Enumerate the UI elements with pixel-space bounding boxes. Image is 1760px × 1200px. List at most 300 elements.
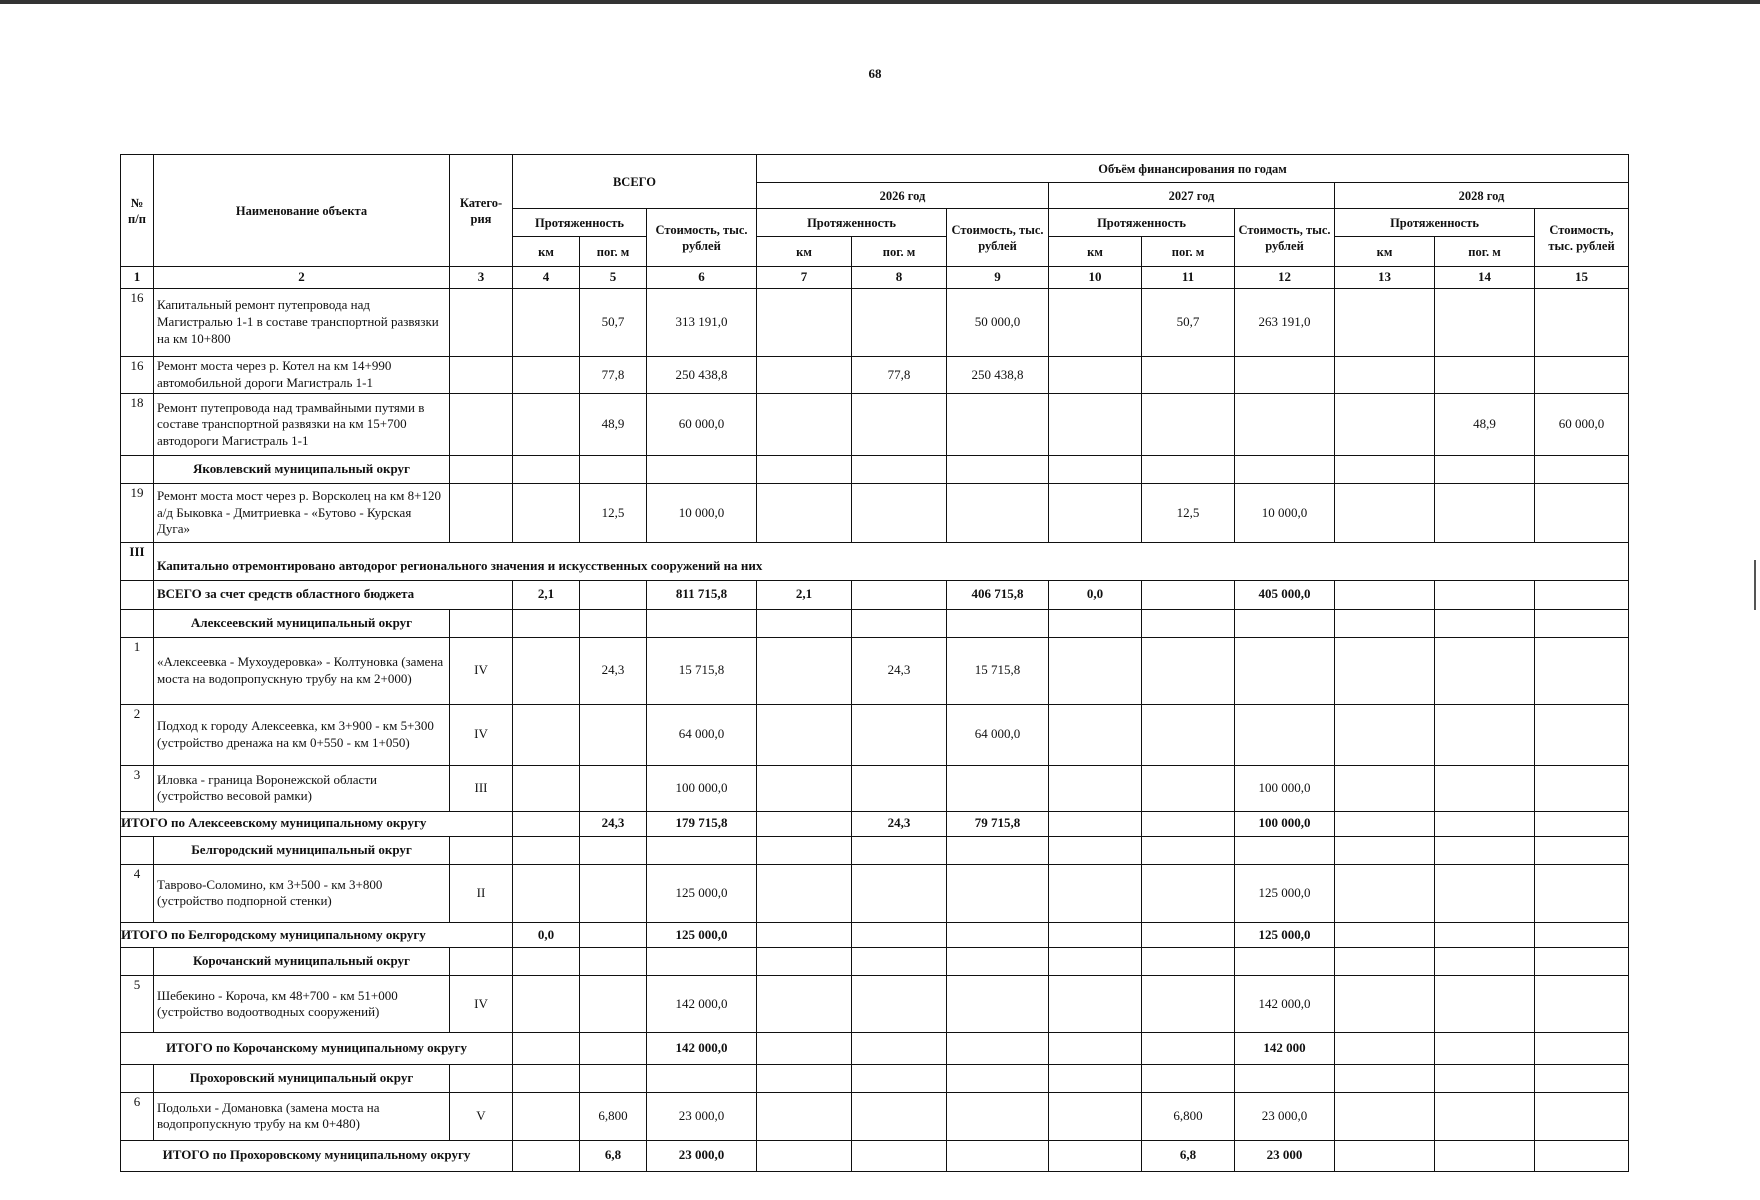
district-subtotal-label: ИТОГО по Корочанскому муниципальному округу — [121, 1033, 513, 1064]
subtotal-c8 — [852, 1140, 947, 1171]
cell-c10 — [1049, 289, 1142, 357]
cell-c13 — [1335, 1092, 1435, 1140]
cell-c15 — [1535, 483, 1629, 542]
table-row-subtotal — [121, 923, 1629, 948]
cell-c6 — [647, 948, 757, 976]
cell-c12: 263 191,0 — [1235, 289, 1335, 357]
cell-c13 — [1335, 704, 1435, 765]
row-number — [121, 580, 154, 609]
cell-c8 — [852, 483, 947, 542]
subtotal-c10 — [1049, 811, 1142, 836]
row-number: 5 — [121, 976, 154, 1033]
cell-c6 — [647, 836, 757, 864]
table-row-subtotal-center — [121, 1033, 1629, 1064]
column-number: 1 — [121, 267, 154, 289]
object-name: Ремонт моста через р. Котел на км 14+990 автомобильной дороги Магистраль 1-1 — [154, 356, 450, 394]
object-name: Таврово-Соломино, км 3+500 - км 3+800 (устройство подпорной стенки) — [154, 864, 450, 922]
road-category — [450, 1064, 513, 1092]
road-category: V — [450, 1092, 513, 1140]
cell-c10 — [1049, 704, 1142, 765]
cell-c4 — [513, 483, 580, 542]
subtotal-c11 — [1142, 923, 1235, 948]
cell-c5 — [580, 948, 647, 976]
cell-c12: 23 000,0 — [1235, 1092, 1335, 1140]
subtotal-c10 — [1049, 1033, 1142, 1064]
cell-c11 — [1142, 356, 1235, 394]
table-row-total-budget — [121, 580, 1629, 609]
row-number: 16 — [121, 356, 154, 394]
table-row-item — [121, 864, 1629, 922]
cell-c5 — [580, 455, 647, 483]
cell-c4 — [513, 948, 580, 976]
cell-c11 — [1142, 864, 1235, 922]
header-length-2028: Протяженность — [1335, 209, 1535, 237]
district-subtotal-label: ИТОГО по Прохоровскому муниципальному округу — [121, 1140, 513, 1171]
cell-c13 — [1335, 455, 1435, 483]
scan-top-edge — [0, 0, 1760, 4]
cell-c13 — [1335, 836, 1435, 864]
table-row-item — [121, 289, 1629, 357]
cell-c12 — [1235, 836, 1335, 864]
cell-c8: 24,3 — [852, 637, 947, 704]
cell-c14 — [1435, 1064, 1535, 1092]
cell-c8 — [852, 948, 947, 976]
subtotal-c13 — [1335, 923, 1435, 948]
cell-c15 — [1535, 948, 1629, 976]
cell-c9: 50 000,0 — [947, 289, 1049, 357]
total-c11 — [1142, 580, 1235, 609]
district-title: Корочанский муниципальный округ — [154, 948, 450, 976]
row-number: 19 — [121, 483, 154, 542]
cell-c15 — [1535, 864, 1629, 922]
cell-c14 — [1435, 483, 1535, 542]
subtotal-c6: 125 000,0 — [647, 923, 757, 948]
total-budget-label: ВСЕГО за счет средств областного бюджета — [154, 580, 513, 609]
cell-c13 — [1335, 356, 1435, 394]
cell-c9 — [947, 483, 1049, 542]
subtotal-c15 — [1535, 923, 1629, 948]
row-number — [121, 836, 154, 864]
table-row-district — [121, 609, 1629, 637]
cell-c6: 10 000,0 — [647, 483, 757, 542]
cell-c9 — [947, 455, 1049, 483]
table-row-section — [121, 543, 1629, 580]
subtotal-c4: 0,0 — [513, 923, 580, 948]
object-name: Капитальный ремонт путепровода над Магистралью 1-1 в составе транспортной развязки на км 10+800 — [154, 289, 450, 357]
table-row-subtotal-center — [121, 1140, 1629, 1171]
cell-c5 — [580, 976, 647, 1033]
subtotal-c7 — [757, 923, 852, 948]
subtotal-c9 — [947, 923, 1049, 948]
cell-c15 — [1535, 765, 1629, 811]
cell-c11 — [1142, 637, 1235, 704]
column-number: 4 — [513, 267, 580, 289]
cell-c8: 77,8 — [852, 356, 947, 394]
cell-c7 — [757, 609, 852, 637]
table-row-item — [121, 765, 1629, 811]
cell-c8 — [852, 864, 947, 922]
subtotal-c9 — [947, 1140, 1049, 1171]
header-length-2026: Протяженность — [757, 209, 947, 237]
cell-c15 — [1535, 836, 1629, 864]
row-number: 4 — [121, 864, 154, 922]
subtotal-c8: 24,3 — [852, 811, 947, 836]
cell-c9 — [947, 765, 1049, 811]
cell-c14 — [1435, 455, 1535, 483]
cell-c12 — [1235, 1064, 1335, 1092]
cell-c4 — [513, 976, 580, 1033]
cell-c8 — [852, 1092, 947, 1140]
road-category — [450, 948, 513, 976]
road-category: IV — [450, 637, 513, 704]
cell-c11 — [1142, 609, 1235, 637]
table-row-subtotal — [121, 811, 1629, 836]
header-km: км — [1049, 237, 1142, 267]
road-category: II — [450, 864, 513, 922]
cell-c9 — [947, 1092, 1049, 1140]
cell-c8 — [852, 976, 947, 1033]
cell-c8 — [852, 394, 947, 455]
object-name: Подольхи - Домановка (замена моста на водопропускную трубу на км 0+480) — [154, 1092, 450, 1140]
table-row-item — [121, 637, 1629, 704]
cell-c8 — [852, 609, 947, 637]
table-row-district — [121, 836, 1629, 864]
cell-c15 — [1535, 976, 1629, 1033]
column-number: 12 — [1235, 267, 1335, 289]
object-name: Ремонт моста мост через р. Ворсколец на км 8+120 а/д Быковка - Дмитриевка - «Бутово - Курская Дуга» — [154, 483, 450, 542]
subtotal-c8 — [852, 923, 947, 948]
cell-c11 — [1142, 765, 1235, 811]
cell-c12: 10 000,0 — [1235, 483, 1335, 542]
cell-c9 — [947, 394, 1049, 455]
subtotal-c12: 142 000 — [1235, 1033, 1335, 1064]
header-category: Катего-рия — [450, 155, 513, 267]
header-num: № п/п — [121, 155, 154, 267]
subtotal-c4 — [513, 811, 580, 836]
cell-c5 — [580, 864, 647, 922]
cell-c8 — [852, 765, 947, 811]
road-category — [450, 483, 513, 542]
cell-c7 — [757, 289, 852, 357]
subtotal-c7 — [757, 1140, 852, 1171]
column-number: 6 — [647, 267, 757, 289]
object-name: Ремонт путепровода над трамвайными путями в составе транспортной развязки на км 15+700 автодороги Магистраль 1-1 — [154, 394, 450, 455]
header-financing: Объём финансирования по годам — [757, 155, 1629, 183]
cell-c4 — [513, 637, 580, 704]
cell-c9: 250 438,8 — [947, 356, 1049, 394]
table-row-item — [121, 704, 1629, 765]
header-cost-2026: Стоимость, тыс. рублей — [947, 209, 1049, 267]
cell-c14 — [1435, 765, 1535, 811]
cell-c13 — [1335, 289, 1435, 357]
cell-c8 — [852, 704, 947, 765]
road-category — [450, 356, 513, 394]
district-title: Яковлевский муниципальный округ — [154, 455, 450, 483]
subtotal-c15 — [1535, 1140, 1629, 1171]
cell-c13 — [1335, 394, 1435, 455]
header-object-name: Наименование объекта — [154, 155, 450, 267]
cell-c10 — [1049, 948, 1142, 976]
cell-c10 — [1049, 1064, 1142, 1092]
object-name: Подход к городу Алексеевка, км 3+900 - км 5+300 (устройство дренажа на км 0+550 - км 1+050) — [154, 704, 450, 765]
subtotal-c15 — [1535, 811, 1629, 836]
cell-c4 — [513, 704, 580, 765]
cell-c6: 15 715,8 — [647, 637, 757, 704]
total-c15 — [1535, 580, 1629, 609]
header-pog-m: пог. м — [580, 237, 647, 267]
cell-c6 — [647, 455, 757, 483]
cell-c13 — [1335, 948, 1435, 976]
total-c6: 811 715,8 — [647, 580, 757, 609]
cell-c5: 12,5 — [580, 483, 647, 542]
road-category: IV — [450, 976, 513, 1033]
cell-c4 — [513, 765, 580, 811]
subtotal-c8 — [852, 1033, 947, 1064]
cell-c12 — [1235, 704, 1335, 765]
header-length-2027: Протяженность — [1049, 209, 1235, 237]
cell-c5: 48,9 — [580, 394, 647, 455]
table-row-item — [121, 394, 1629, 455]
header-year-2026: 2026 год — [757, 183, 1049, 209]
cell-c11: 12,5 — [1142, 483, 1235, 542]
subtotal-c7 — [757, 1033, 852, 1064]
table-row-item — [121, 976, 1629, 1033]
cell-c7 — [757, 1064, 852, 1092]
cell-c6: 23 000,0 — [647, 1092, 757, 1140]
subtotal-c12: 125 000,0 — [1235, 923, 1335, 948]
header-pog-m: пог. м — [1142, 237, 1235, 267]
table-row-district — [121, 1064, 1629, 1092]
cell-c9: 15 715,8 — [947, 637, 1049, 704]
subtotal-c6: 142 000,0 — [647, 1033, 757, 1064]
cell-c4 — [513, 609, 580, 637]
cell-c12: 125 000,0 — [1235, 864, 1335, 922]
section-number: III — [121, 543, 154, 580]
cell-c15 — [1535, 704, 1629, 765]
cell-c11: 6,800 — [1142, 1092, 1235, 1140]
column-number: 8 — [852, 267, 947, 289]
road-category — [450, 609, 513, 637]
cell-c10 — [1049, 455, 1142, 483]
cell-c8 — [852, 836, 947, 864]
road-category: IV — [450, 704, 513, 765]
cell-c6: 125 000,0 — [647, 864, 757, 922]
cell-c7 — [757, 356, 852, 394]
cell-c6: 250 438,8 — [647, 356, 757, 394]
cell-c12 — [1235, 609, 1335, 637]
subtotal-c14 — [1435, 1140, 1535, 1171]
subtotal-c5 — [580, 923, 647, 948]
header-total: ВСЕГО — [513, 155, 757, 209]
row-number: 16 — [121, 289, 154, 357]
cell-c14: 48,9 — [1435, 394, 1535, 455]
cell-c9 — [947, 609, 1049, 637]
row-number — [121, 948, 154, 976]
cell-c10 — [1049, 836, 1142, 864]
cell-c14 — [1435, 637, 1535, 704]
cell-c4 — [513, 1092, 580, 1140]
column-number: 7 — [757, 267, 852, 289]
cell-c13 — [1335, 864, 1435, 922]
cell-c8 — [852, 455, 947, 483]
cell-c10 — [1049, 356, 1142, 394]
subtotal-c13 — [1335, 811, 1435, 836]
cell-c9: 64 000,0 — [947, 704, 1049, 765]
header-length-total: Протяженность — [513, 209, 647, 237]
district-title: Белгородский муниципальный округ — [154, 836, 450, 864]
road-category — [450, 455, 513, 483]
cell-c7 — [757, 483, 852, 542]
row-number — [121, 455, 154, 483]
cell-c12: 100 000,0 — [1235, 765, 1335, 811]
subtotal-c14 — [1435, 811, 1535, 836]
total-c9: 406 715,8 — [947, 580, 1049, 609]
row-number — [121, 1064, 154, 1092]
cell-c6 — [647, 609, 757, 637]
financing-table — [120, 154, 1629, 1172]
cell-c13 — [1335, 765, 1435, 811]
header-pog-m: пог. м — [852, 237, 947, 267]
subtotal-c10 — [1049, 923, 1142, 948]
cell-c12 — [1235, 356, 1335, 394]
table-body — [121, 289, 1629, 1172]
cell-c15 — [1535, 1092, 1629, 1140]
cell-c11 — [1142, 455, 1235, 483]
subtotal-c14 — [1435, 1033, 1535, 1064]
header-km: км — [513, 237, 580, 267]
column-number: 10 — [1049, 267, 1142, 289]
cell-c10 — [1049, 976, 1142, 1033]
header-km: км — [1335, 237, 1435, 267]
cell-c11 — [1142, 976, 1235, 1033]
cell-c13 — [1335, 1064, 1435, 1092]
cell-c4 — [513, 289, 580, 357]
subtotal-c13 — [1335, 1033, 1435, 1064]
total-c10: 0,0 — [1049, 580, 1142, 609]
cell-c14 — [1435, 976, 1535, 1033]
cell-c7 — [757, 836, 852, 864]
cell-c4 — [513, 836, 580, 864]
total-c12: 405 000,0 — [1235, 580, 1335, 609]
subtotal-c13 — [1335, 1140, 1435, 1171]
cell-c8 — [852, 1064, 947, 1092]
cell-c13 — [1335, 976, 1435, 1033]
cell-c8 — [852, 289, 947, 357]
road-category — [450, 836, 513, 864]
page-number: 68 — [868, 66, 882, 81]
object-name: Шебекино - Короча, км 48+700 - км 51+000 (устройство водоотводных сооружений) — [154, 976, 450, 1033]
cell-c15: 60 000,0 — [1535, 394, 1629, 455]
district-subtotal-label: ИТОГО по Белгородскому муниципальному округу — [121, 923, 513, 948]
cell-c5: 6,800 — [580, 1092, 647, 1140]
road-category: III — [450, 765, 513, 811]
cell-c12 — [1235, 637, 1335, 704]
cell-c6: 64 000,0 — [647, 704, 757, 765]
cell-c7 — [757, 864, 852, 922]
cell-c14 — [1435, 609, 1535, 637]
cell-c14 — [1435, 1092, 1535, 1140]
subtotal-c9 — [947, 1033, 1049, 1064]
cell-c7 — [757, 394, 852, 455]
cell-c6: 100 000,0 — [647, 765, 757, 811]
cell-c10 — [1049, 864, 1142, 922]
cell-c14 — [1435, 704, 1535, 765]
total-c7: 2,1 — [757, 580, 852, 609]
cell-c7 — [757, 948, 852, 976]
cell-c15 — [1535, 455, 1629, 483]
table-row-district — [121, 455, 1629, 483]
cell-c5 — [580, 704, 647, 765]
column-number: 5 — [580, 267, 647, 289]
column-number: 3 — [450, 267, 513, 289]
cell-c4 — [513, 864, 580, 922]
cell-c9 — [947, 836, 1049, 864]
cell-c12 — [1235, 394, 1335, 455]
subtotal-c4 — [513, 1033, 580, 1064]
cell-c15 — [1535, 356, 1629, 394]
subtotal-c5: 24,3 — [580, 811, 647, 836]
cell-c7 — [757, 1092, 852, 1140]
cell-c15 — [1535, 289, 1629, 357]
cell-c12: 142 000,0 — [1235, 976, 1335, 1033]
road-category — [450, 289, 513, 357]
row-number: 3 — [121, 765, 154, 811]
cell-c11 — [1142, 836, 1235, 864]
row-number — [121, 609, 154, 637]
cell-c13 — [1335, 483, 1435, 542]
cell-c9 — [947, 948, 1049, 976]
column-number: 15 — [1535, 267, 1629, 289]
object-name: Иловка - граница Воронежской области (устройство весовой рамки) — [154, 765, 450, 811]
cell-c5 — [580, 609, 647, 637]
cell-c6 — [647, 1064, 757, 1092]
cell-c7 — [757, 976, 852, 1033]
cell-c11 — [1142, 394, 1235, 455]
cell-c6: 313 191,0 — [647, 289, 757, 357]
cell-c10 — [1049, 394, 1142, 455]
cell-c4 — [513, 1064, 580, 1092]
district-title: Алексеевский муниципальный округ — [154, 609, 450, 637]
subtotal-c15 — [1535, 1033, 1629, 1064]
cell-c14 — [1435, 356, 1535, 394]
cell-c7 — [757, 637, 852, 704]
cell-c4 — [513, 455, 580, 483]
cell-c13 — [1335, 637, 1435, 704]
cell-c14 — [1435, 864, 1535, 922]
header-cost-2027: Стоимость, тыс. рублей — [1235, 209, 1335, 267]
cell-c10 — [1049, 637, 1142, 704]
subtotal-c12: 23 000 — [1235, 1140, 1335, 1171]
cell-c10 — [1049, 609, 1142, 637]
row-number: 2 — [121, 704, 154, 765]
cell-c15 — [1535, 637, 1629, 704]
subtotal-c10 — [1049, 1140, 1142, 1171]
header-pog-m: пог. м — [1435, 237, 1535, 267]
table-row-item — [121, 483, 1629, 542]
column-number: 14 — [1435, 267, 1535, 289]
subtotal-c11 — [1142, 811, 1235, 836]
cell-c4 — [513, 394, 580, 455]
subtotal-c14 — [1435, 923, 1535, 948]
cell-c10 — [1049, 483, 1142, 542]
cell-c7 — [757, 455, 852, 483]
object-name: «Алексеевка - Мухоудеровка» - Колтуновка (замена моста на водопропускную трубу на км 2+000) — [154, 637, 450, 704]
cell-c5 — [580, 836, 647, 864]
subtotal-c6: 23 000,0 — [647, 1140, 757, 1171]
column-number: 11 — [1142, 267, 1235, 289]
cell-c6: 60 000,0 — [647, 394, 757, 455]
cell-c14 — [1435, 836, 1535, 864]
